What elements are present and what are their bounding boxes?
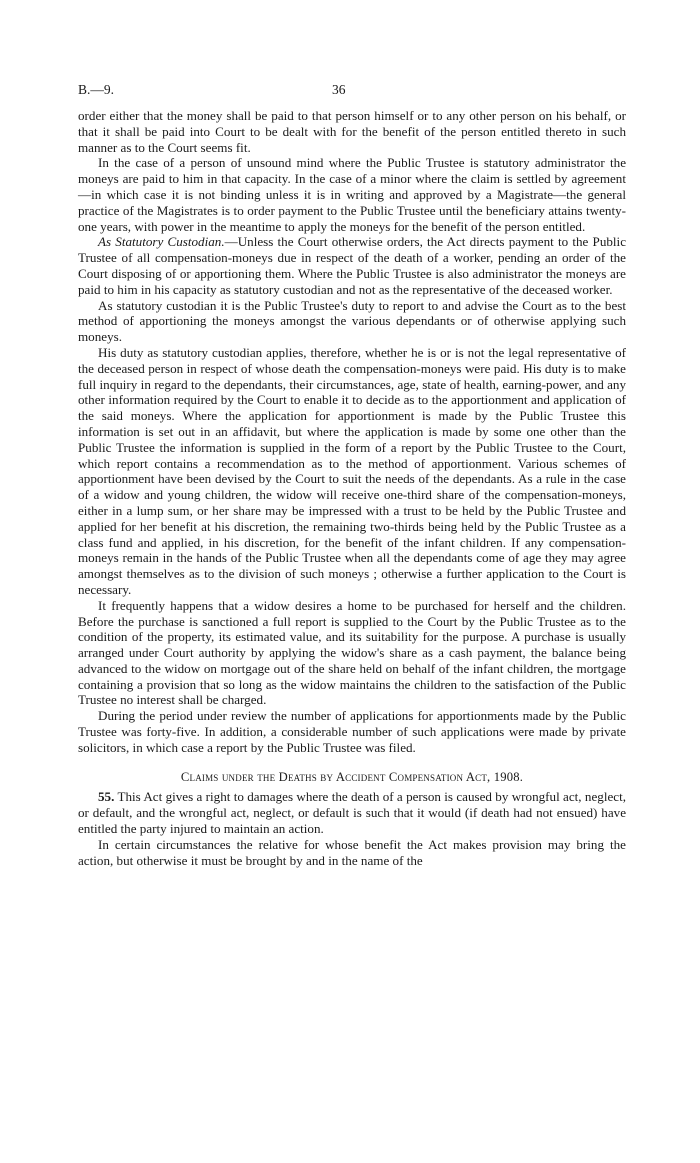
paragraph-section-55 [78, 789, 626, 836]
statutory-custodian-text: —Unless the Court otherwise orders, the Act directs payment to the Public Trustee of all compensation-moneys due in respect of the death of a worker, pending an order of the Court disposing of or apportioning them. Where the Public Trustee is also administrator the moneys are paid to him in his capacity as statutory custodian and not as the representative of the deceased worker. [78, 234, 627, 297]
paragraph-relative-action: In certain circumstances the relative for whose benefit the Act makes provision may bring the action, but otherwise it must be brought by and in the name of the [78, 836, 626, 868]
paragraph-apportionment: His duty as statutory custodian applies, therefore, whether he is or is not the legal representative of the deceased person in respect of whose death the compensation-moneys were paid. His duty is to make full inquiry in regard to the dependants, their circumstances, age, state of health, earning-power, and any other information required by the Court to enable it to decide as to the apportionment and application of the said moneys. Where the application for apportionment is made by the Public Trustee this information is set out in an affidavit, but where the application is made by some one other than the Public Trustee the information is supplied in the form of a report by the Public Trustee to the Court, which report contains a recommendation as to the method of apportionment. Various schemes of apportionment have been devised by the Court to suit the needs of the dependants. As a rule in the case of a widow and young children, the widow will receive one-third share of the compensation-moneys, either in a lump sum, or her share may be impressed with a trust to be held by the Public Trustee and applied for her benefit at his discretion, the remaining two-thirds being held by the Public Trustee as a class fund and applied, in his discretion, for the benefit of the infant children. If any compensation-moneys remain in the hands of the Public Trustee when all the dependants come of age they may agree amongst themselves as to the division of such moneys ; otherwise a further application to the Court is necessary. [78, 344, 626, 597]
paragraph-applications-count: During the period under review the number of applications for apportionments made by the Public Trustee was forty-five. In addition, a considerable number of such applications were made by private solicitors, in which case a report by the Public Trustee was filed. [78, 708, 626, 755]
document-page [78, 82, 626, 868]
paragraph-custodian-duty: As statutory custodian it is the Public Trustee's duty to report to and advise the Court as to the best method of apportioning the moneys amongst the various dependants or of otherwise applying such moneys. [78, 297, 626, 345]
paragraph-unsound-mind: In the case of a person of unsound mind where the Public Trustee is statutory administrator the moneys are paid to him in that capacity. In the case of a minor where the claim is settled by agreement—in which case it is not binding unless it is in writing and approved by a Magistrate—the general practice of the Magistrates is to order payment to the Public Trustee until the beneficiary attains twenty-one years, with power in the meantime to apply the moneys for the benefit of the person entitled. [78, 155, 626, 234]
section-55-text: This Act gives a right to damages where the death of a person is caused by wrongful act, neglect, or default, and the wrongful act, neglect, or default is such that it would (if death had not ensued) have entitled the party injured to maintain an action. [78, 789, 626, 837]
report-reference: B.—9. [78, 82, 115, 97]
paragraph-home-purchase: It frequently happens that a widow desires a home to be purchased for herself and the children. Before the purchase is sanctioned a full report is supplied to the Court by the Public Trustee as to the condition of the property, its estimated value, and its suitability for the purpose. A purchase is usually arranged under Court authority by applying the widow's share as a cash payment, the balance being advanced to the widow on mortgage out of the share held on behalf of the infant children, the mortgage containing a provision that so long as the widow maintains the children to the satisfaction of the Public Trustee no interest shall be charged. [78, 597, 626, 708]
page-header [78, 82, 626, 104]
paragraph-continuation: order either that the money shall be paid to that person himself or to any other person on his behalf, or that it shall be paid into Court to be dealt with for the benefit of the person entitled thereto in such manner as to the Court seems fit. [78, 108, 626, 155]
section-number: 55. [98, 789, 115, 805]
paragraph-statutory-custodian [78, 234, 626, 297]
statutory-custodian-lead: As Statutory Custodian. [98, 234, 225, 250]
page-number: 36 [332, 82, 346, 97]
section-heading: Claims under the Deaths by Accident Compensation Act, 1908. [180, 769, 524, 784]
